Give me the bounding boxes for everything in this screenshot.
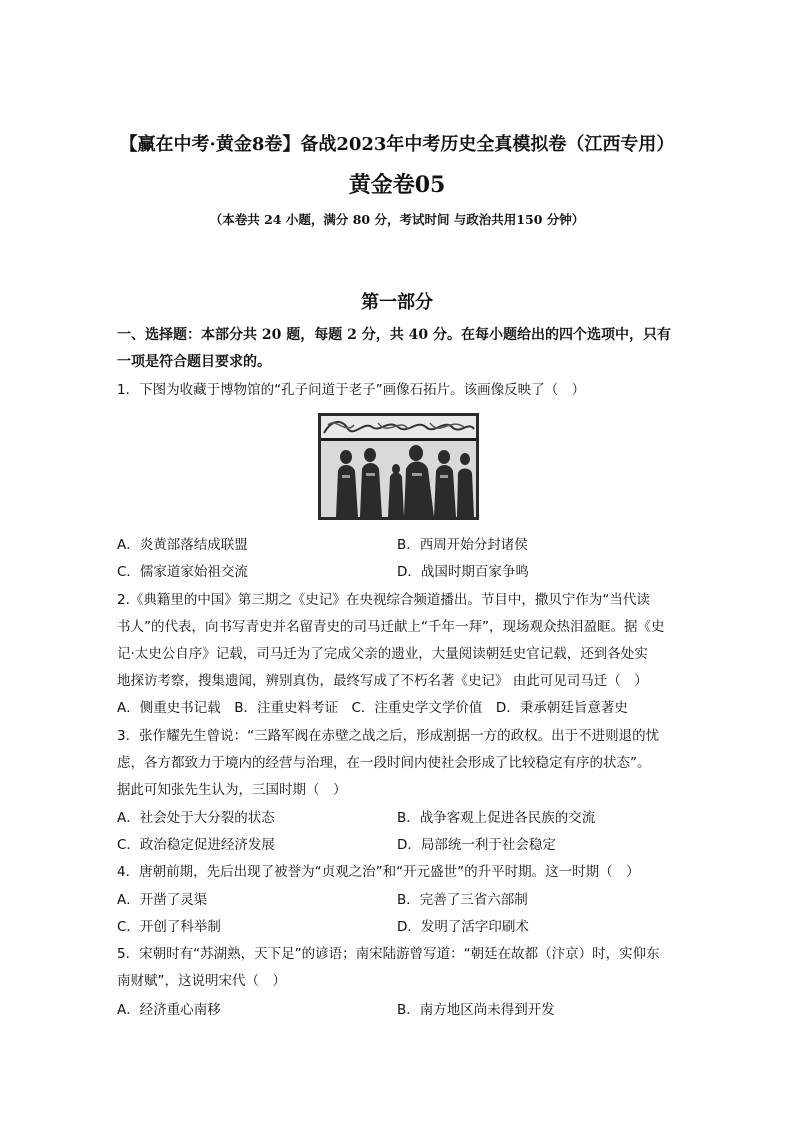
q4-option-a: A．开凿了灵渠 xyxy=(117,892,208,908)
q1-option-a: A．炎黄部落结成联盟 xyxy=(117,537,248,553)
section-instructions xyxy=(117,322,677,376)
q3-line-3: 据此可知张先生认为，三国时期（ ） xyxy=(117,782,347,798)
q3-line-1: 3．张作耀先生曾说：“三路军阀在赤壁之战之后，形成割据一方的政权。出于不进则退的忧 xyxy=(117,728,660,744)
q2-line-3: 记·太史公自序》记载，司马迁为了完成父亲的遗业，大量阅读朝廷史官记载，还到各处实 xyxy=(117,646,648,662)
q3-option-b: B．战争客观上促进各民族的交流 xyxy=(397,810,596,826)
q1-option-b: B．西周开始分封诸侯 xyxy=(397,537,528,553)
q5-line-1: 5．宋朝时有“苏湖熟，天下足”的谚语；南宋陆游曾写道：“朝廷在故都（汴京）时，实仰东 xyxy=(117,946,660,962)
q5-option-b: B．南方地区尚未得到开发 xyxy=(397,1002,555,1018)
section-line-2: 一项是符合题目要求的。 xyxy=(117,354,271,370)
q4-option-d: D．发明了活字印刷术 xyxy=(397,919,529,935)
q5-option-a: A．经济重心南移 xyxy=(117,1002,221,1018)
q2-line-1: 2.《典籍里的中国》第三期之《史记》在央视综合频道播出。节目中，撒贝宁作为“当代读 xyxy=(117,592,650,608)
q1-option-d: D．战国时期百家争鸣 xyxy=(397,564,529,580)
q2-line-2: 书人”的代表，向书写青史并名留青史的司马迁献上“千年一拜”，现场观众热泪盈眶。据《史 xyxy=(117,619,665,635)
q4-option-c: C．开创了科举制 xyxy=(117,919,221,935)
q2-line-4: 地探访考察，搜集遗闻，辨别真伪，最终写成了不朽名著《史记》 由此可见司马迁（ ） xyxy=(117,673,648,689)
paper-subtitle: 黄金卷05 xyxy=(348,172,446,198)
q1-stem: 1．下图为收藏于博物馆的“孔子问道于老子”画像石拓片。该画像反映了（ ） xyxy=(117,382,586,398)
q1-option-c: C．儒家道家始祖交流 xyxy=(117,564,248,580)
exam-note: （本卷共 24 小题，满分 80 分，考试时间 与政治共用150 分钟） xyxy=(209,212,585,227)
q5-line-2: 南财赋”，这说明宋代（ ） xyxy=(117,973,286,989)
stone-relief-rubbing-image xyxy=(318,413,479,520)
q2-options: A．侧重史书记载 B．注重史料考证 C．注重史学文学价值 D．秉承朝廷旨意著史 xyxy=(117,700,628,716)
q3-option-d: D．局部统一利于社会稳定 xyxy=(397,837,556,853)
exam-title: 【赢在中考·黄金8卷】备战2023年中考历史全真模拟卷（江西专用） xyxy=(119,134,675,155)
q3-line-2: 虑，各方都致力于境内的经营与治理，在一段时间内使社会形成了比较稳定有序的状态”。 xyxy=(117,755,651,771)
q4-stem: 4．唐朝前期，先后出现了被誉为“贞观之治”和“开元盛世”的升平时期。这一时期（ ） xyxy=(117,864,640,880)
part-title: 第一部分 xyxy=(361,292,433,313)
section-line-1: 一、选择题：本部分共 20 题，每题 2 分，共 40 分。在每小题给出的四个选项中，只有 xyxy=(117,327,671,343)
q4-option-b: B．完善了三省六部制 xyxy=(397,892,528,908)
q3-option-a: A．社会处于大分裂的状态 xyxy=(117,810,275,826)
q3-option-c: C．政治稳定促进经济发展 xyxy=(117,837,275,853)
